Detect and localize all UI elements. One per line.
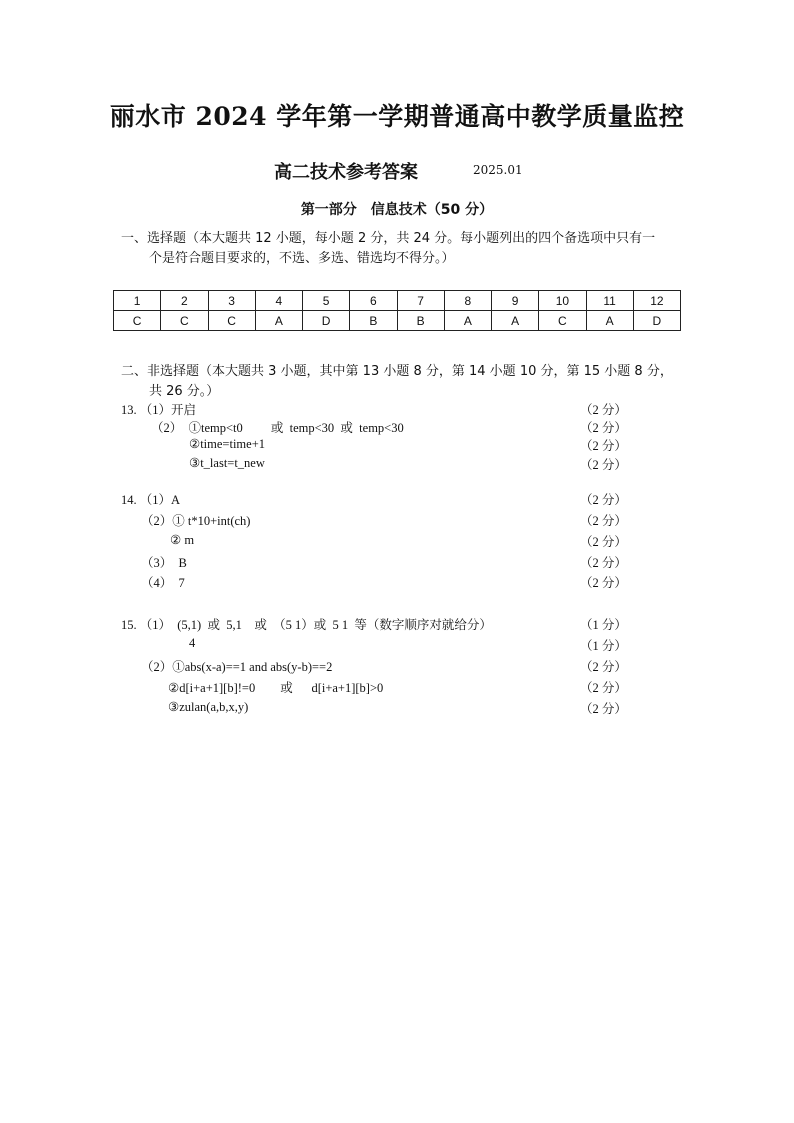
q13-points: （2 分） (580, 439, 627, 453)
q13-answer-line: （2） ①temp<t0 或 temp<30 或 temp<30 (151, 421, 404, 435)
answer-cell: D (303, 311, 350, 331)
q14-answer-line: （2）① t*10+int(ch) (141, 514, 251, 528)
document-title: 丽水市 2024 学年第一学期普通高中教学质量监控 (109, 102, 685, 131)
question-number: 4 (255, 291, 302, 311)
question-number: 12 (633, 291, 680, 311)
q13-points: （2 分） (580, 421, 627, 435)
question-number: 8 (444, 291, 491, 311)
q14-answer-line: ② m (170, 533, 195, 547)
answer-cell: A (255, 311, 302, 331)
q13-points: （2 分） (580, 403, 627, 417)
answer-cell: A (492, 311, 539, 331)
q13-points: （2 分） (580, 458, 627, 472)
question-number: 2 (161, 291, 208, 311)
answer-cell: A (586, 311, 633, 331)
document-subtitle: 高二技术参考答案 (274, 162, 418, 183)
q14-points: （2 分） (580, 556, 627, 570)
part-heading: 第一部分 信息技术（50 分） (300, 202, 494, 218)
q15-points: （2 分） (580, 702, 627, 716)
q14-points: （2 分） (580, 535, 627, 549)
answer-table-answers-row (114, 311, 681, 331)
answer-table-numbers-row (114, 291, 681, 311)
q15-points: （2 分） (580, 681, 627, 695)
q15-answer-line: （2）①abs(x-a)==1 and abs(y-b)==2 (141, 660, 333, 674)
q14-answer-line: 14. （1）A (121, 493, 181, 507)
section2-heading-line1: 二、非选择题（本大题共 3 小题，其中第 13 小题 8 分，第 14 小题 10 分，第 15 小题 8 分， (121, 364, 673, 379)
answer-cell: A (444, 311, 491, 331)
answer-cell: B (397, 311, 444, 331)
answer-cell: C (539, 311, 586, 331)
answer-cell: C (161, 311, 208, 331)
answer-table (113, 290, 681, 331)
question-number: 6 (350, 291, 397, 311)
question-number: 10 (539, 291, 586, 311)
section2-heading-line2: 共 26 分。） (149, 384, 220, 399)
q14-answer-line: （4） 7 (141, 576, 185, 590)
q13-answer-line: ②time=time+1 (189, 437, 265, 451)
q13-answer-line: 13. （1）开启 (121, 403, 197, 417)
q14-points: （2 分） (580, 493, 627, 507)
section1-heading-line1: 一、选择题（本大题共 12 小题，每小题 2 分，共 24 分。每小题列出的四个备选项中只有一 (121, 231, 656, 246)
q15-answer-line: 15. （1） (5,1) 或 5,1 或 （5 1）或 5 1 等（数字顺序对就给分） (121, 618, 492, 632)
q15-points: （2 分） (580, 660, 627, 674)
q14-points: （2 分） (580, 514, 627, 528)
q15-answer-line: ③zulan(a,b,x,y) (168, 700, 249, 714)
section2-heading (121, 362, 681, 402)
answer-cell: B (350, 311, 397, 331)
q15-answer-line: 4 (189, 636, 196, 650)
question-number: 7 (397, 291, 444, 311)
q14-answer-line: （3） B (141, 556, 187, 570)
answer-cell: C (114, 311, 161, 331)
q14-points: （2 分） (580, 576, 627, 590)
question-number: 1 (114, 291, 161, 311)
section1-heading-line2: 个是符合题目要求的，不选、多选、错选均不得分。） (149, 251, 455, 266)
question-number: 3 (208, 291, 255, 311)
question-number: 11 (586, 291, 633, 311)
q15-points: （1 分） (580, 618, 627, 632)
q15-points: （1 分） (580, 639, 627, 653)
question-number: 9 (492, 291, 539, 311)
answer-cell: C (208, 311, 255, 331)
q15-answer-line: ②d[i+a+1][b]!=0 或 d[i+a+1][b]>0 (168, 681, 384, 695)
question-number: 5 (303, 291, 350, 311)
answer-cell: D (633, 311, 680, 331)
document-date: 2025.01 (473, 163, 523, 177)
section1-heading (121, 229, 681, 269)
q13-answer-line: ③t_last=t_new (189, 456, 265, 470)
